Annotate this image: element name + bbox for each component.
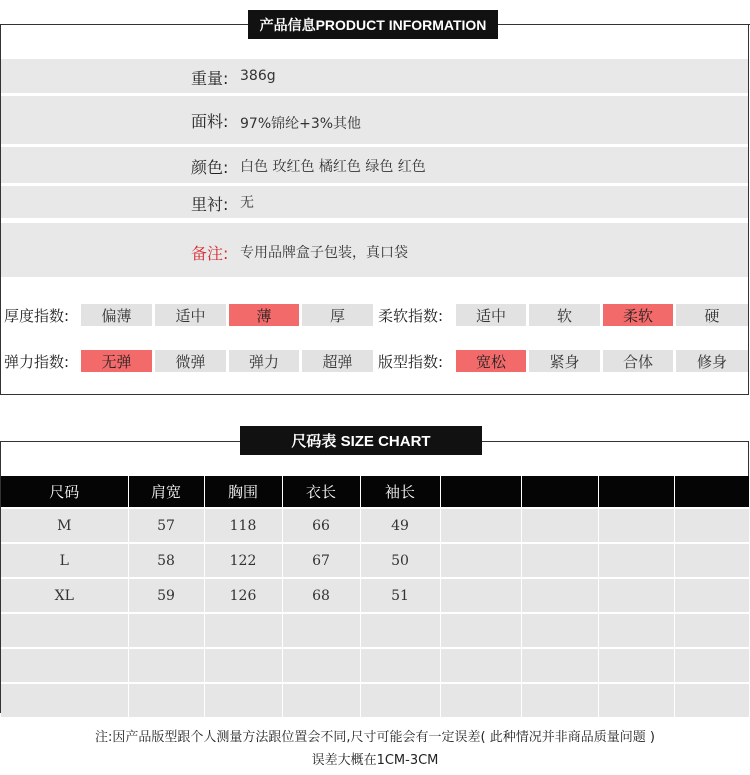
cell-empty xyxy=(521,508,598,543)
weight-label: 重量: xyxy=(191,69,229,88)
cell-empty xyxy=(440,508,521,543)
cell-empty xyxy=(521,578,598,613)
cell-empty xyxy=(440,543,521,578)
cell-empty xyxy=(360,613,440,648)
cell-empty xyxy=(674,578,749,613)
size-chart-title: 尺码表 SIZE CHART xyxy=(240,426,482,455)
cell-empty xyxy=(204,683,282,717)
cell-empty xyxy=(598,508,674,543)
softness-index-label: 柔软指数: xyxy=(378,307,444,325)
cell-empty xyxy=(674,613,749,648)
info-row-color xyxy=(1,147,748,183)
info-row-note xyxy=(1,223,748,277)
cell-empty xyxy=(282,648,360,683)
cell-empty xyxy=(128,648,204,683)
table-row xyxy=(1,613,749,648)
softness-option: 软 xyxy=(529,304,600,326)
fit-option: 修身 xyxy=(676,350,748,372)
fabric-value: 97%锦纶+3%其他 xyxy=(240,116,362,132)
table-row xyxy=(1,578,749,613)
info-row-lining xyxy=(1,186,748,218)
fit-option-selected: 宽松 xyxy=(456,350,526,372)
cell-size: XL xyxy=(1,578,128,613)
cell-empty xyxy=(521,543,598,578)
cell-empty xyxy=(1,683,128,717)
color-label: 颜色: xyxy=(191,158,229,177)
cell-empty xyxy=(282,613,360,648)
cell-empty xyxy=(674,543,749,578)
fit-index-label: 版型指数: xyxy=(378,353,444,371)
cell-empty xyxy=(440,648,521,683)
cell-empty xyxy=(598,543,674,578)
cell-empty xyxy=(440,578,521,613)
fit-option: 紧身 xyxy=(529,350,600,372)
note-label: 备注: xyxy=(191,244,229,263)
cell-sleeve: 51 xyxy=(360,578,440,613)
thickness-option: 适中 xyxy=(155,304,226,326)
thickness-option: 厚 xyxy=(302,304,373,326)
size-table-header xyxy=(1,476,749,508)
lining-label: 里衬: xyxy=(191,195,229,214)
cell-shoulder: 58 xyxy=(128,543,204,578)
elasticity-option: 超弹 xyxy=(302,350,373,372)
cell-empty xyxy=(204,648,282,683)
cell-shoulder: 57 xyxy=(128,508,204,543)
cell-empty xyxy=(128,683,204,717)
cell-empty xyxy=(598,683,674,717)
product-info-title: 产品信息PRODUCT INFORMATION xyxy=(248,10,498,39)
cell-empty xyxy=(598,613,674,648)
cell-chest: 122 xyxy=(204,543,282,578)
cell-empty xyxy=(521,613,598,648)
cell-empty xyxy=(521,648,598,683)
header-empty xyxy=(440,476,521,508)
elasticity-option: 弹力 xyxy=(229,350,299,372)
thickness-option-selected: 薄 xyxy=(229,304,299,326)
table-row xyxy=(1,648,749,683)
softness-option: 硬 xyxy=(676,304,748,326)
cell-length: 67 xyxy=(282,543,360,578)
cell-empty xyxy=(674,508,749,543)
header-length: 衣长 xyxy=(282,476,360,508)
table-row xyxy=(1,683,749,717)
color-value: 白色 玫红色 橘红色 绿色 红色 xyxy=(240,159,426,175)
cell-empty xyxy=(204,613,282,648)
thickness-option: 偏薄 xyxy=(81,304,152,326)
softness-option-selected: 柔软 xyxy=(603,304,673,326)
footnote-tolerance: 误差大概在1CM-3CM xyxy=(311,753,439,768)
fit-option: 合体 xyxy=(603,350,673,372)
cell-length: 66 xyxy=(282,508,360,543)
header-shoulder: 肩宽 xyxy=(128,476,204,508)
note-value: 专用品牌盒子包装，真口袋 xyxy=(240,245,408,261)
cell-chest: 118 xyxy=(204,508,282,543)
cell-empty xyxy=(360,648,440,683)
cell-empty xyxy=(282,683,360,717)
cell-sleeve: 50 xyxy=(360,543,440,578)
cell-length: 68 xyxy=(282,578,360,613)
cell-empty xyxy=(1,648,128,683)
fabric-label: 面料: xyxy=(191,112,229,131)
elasticity-option: 微弹 xyxy=(155,350,226,372)
cell-empty xyxy=(674,648,749,683)
cell-size: M xyxy=(1,508,128,543)
elasticity-index-label: 弹力指数: xyxy=(4,353,70,371)
table-row xyxy=(1,543,749,578)
cell-empty xyxy=(598,578,674,613)
cell-empty xyxy=(128,613,204,648)
footnote-disclaimer: 注:因产品版型跟个人测量方法跟位置会不同,尺寸可能会有一定误差( 此种情况并非商品质量问题 ) xyxy=(95,730,655,745)
cell-empty xyxy=(360,683,440,717)
thickness-index-label: 厚度指数: xyxy=(4,307,70,325)
header-empty xyxy=(521,476,598,508)
weight-value: 386g xyxy=(240,68,276,84)
cell-empty xyxy=(440,613,521,648)
cell-empty xyxy=(674,683,749,717)
lining-value: 无 xyxy=(240,195,254,211)
header-size: 尺码 xyxy=(1,476,128,508)
cell-empty xyxy=(521,683,598,717)
header-empty xyxy=(598,476,674,508)
table-row xyxy=(1,508,749,543)
cell-chest: 126 xyxy=(204,578,282,613)
softness-option: 适中 xyxy=(456,304,526,326)
cell-empty xyxy=(440,683,521,717)
cell-shoulder: 59 xyxy=(128,578,204,613)
header-empty xyxy=(674,476,749,508)
cell-empty xyxy=(598,648,674,683)
header-sleeve: 袖长 xyxy=(360,476,440,508)
size-table xyxy=(1,476,750,717)
cell-empty xyxy=(1,613,128,648)
cell-size: L xyxy=(1,543,128,578)
cell-sleeve: 49 xyxy=(360,508,440,543)
header-chest: 胸围 xyxy=(204,476,282,508)
info-row-weight xyxy=(1,59,748,93)
elasticity-option-selected: 无弹 xyxy=(81,350,152,372)
info-row-fabric xyxy=(1,96,748,144)
